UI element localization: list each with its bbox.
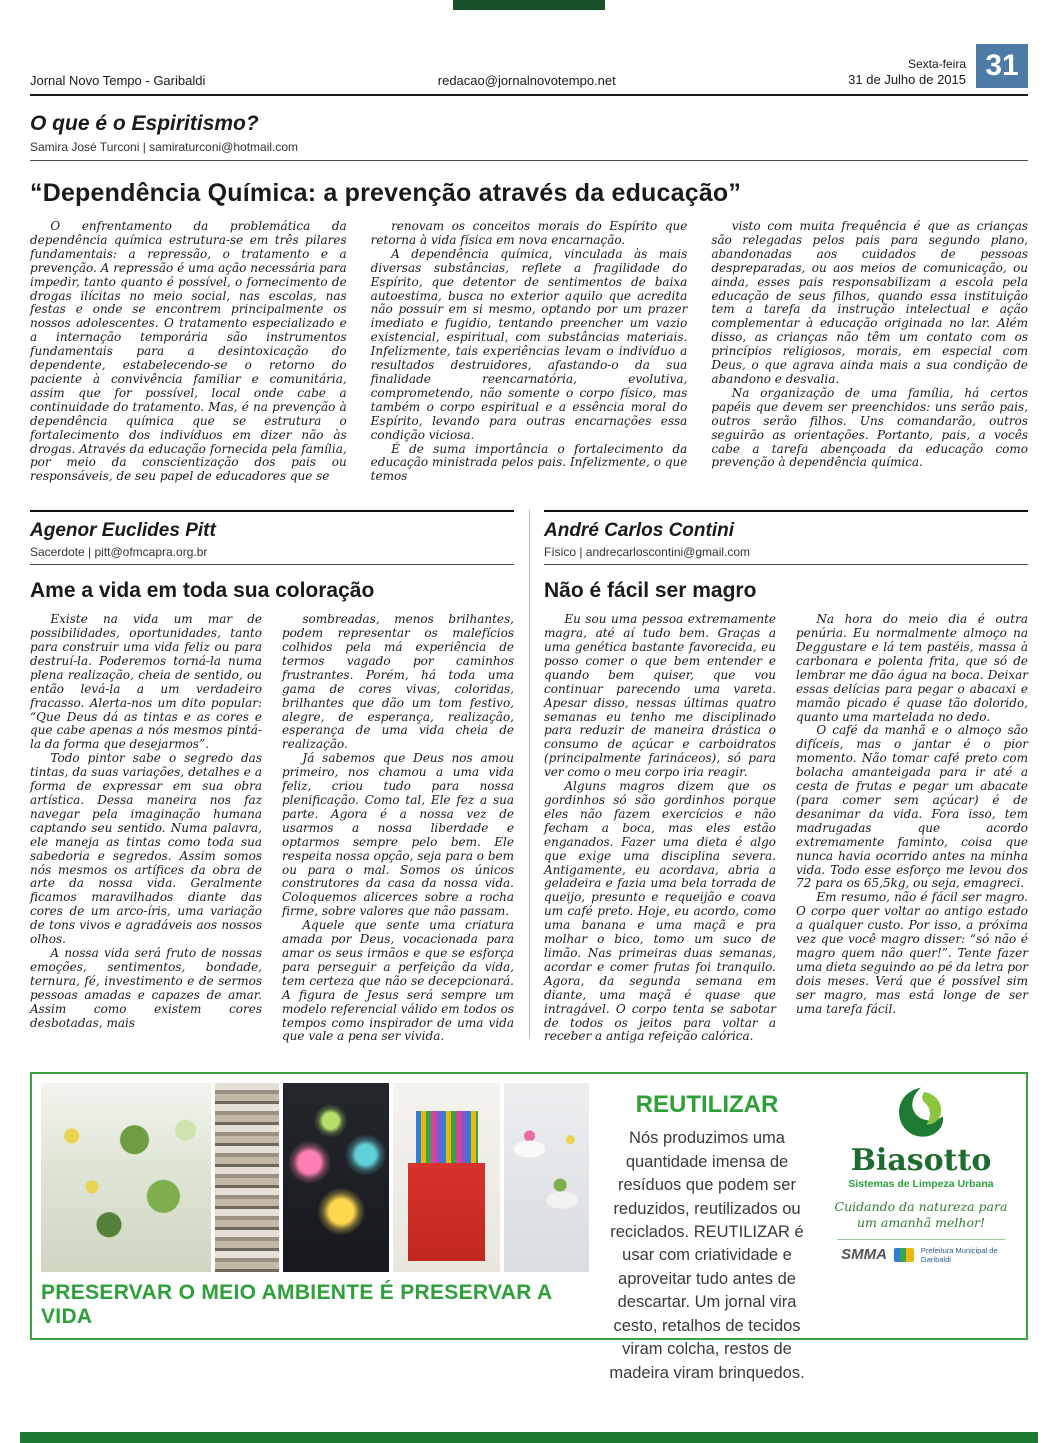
- date-and-page: [848, 44, 1028, 88]
- brand-name: Biasotto: [850, 1143, 992, 1179]
- paragraph: Na hora do meio dia é outra penúria. Eu normalmente almoço na Deggustare e lá tem pastéis, massa à carbonara e polenta frita, que só de lembrar me dão água na boca. Deixar essas delícias para pegar o abacaxi e mamão picado é quase tão dolorido, quanto uma martelada no dedo.: [796, 612, 1028, 724]
- paragraph: A nossa vida será fruto de nossas emoções, sentimentos, bondade, ternura, fé, investimento e de sermos pessoas amadas e capazes de amar. Assim como existem cores desbotadas, mais: [30, 945, 262, 1030]
- floppy-pen-holder-photo: [393, 1083, 499, 1272]
- section-title: O que é o Espiritismo?: [30, 112, 259, 135]
- paragraph: Já sabemos que Deus nos amou primeiro, nos chamou a uma vida feliz, criou tudo para nossa plenificação. Como tal, Ele fez a sua parte. Agora é a nossa vez de usarmos a nossa liberdade e optarmos sempre pelo bem. Ele respeita nossa opção, seja para o bem ou para o mal. Somos os únicos construtores da casa da nossa vida. Coloquemos alicerces sobre a rocha firme, sobre valores que não passam.: [282, 751, 514, 919]
- ad-slogan: PRESERVAR O MEIO AMBIENTE É PRESERVAR A VIDA: [41, 1281, 552, 1329]
- article-magro: [544, 510, 1028, 1044]
- article-body: [544, 613, 1028, 1044]
- ad-text-area: [605, 1083, 809, 1382]
- paragraph: Aquele que sente uma criatura amada por Deus, vocacionada para amar os seus irmãos e que se esforça para perseguir a perfeição da vida, tem certeza que não se decepcionará. A figura de Jesus será sempre um modelo referencial válido em todos os tempos como inspirador de uma vida que vale a pena ser vivida.: [282, 918, 514, 1044]
- crocs-planter-photo: [504, 1083, 589, 1272]
- paragraph: visto com muita frequência é que as crianças são relegadas pelos pais para segundo plano, abandonadas aos cuidados de pessoas despreparadas, ou aos meios de comunicação, ou ainda, esses pais responsabilizam a escola pela educação de seus filhos, quando essa instituição tem a tarefa da instrução intelectual e ação complementar à educação originada no lar. Além disso, as crianças não têm um contato com os princípios religiosos, morais, em especial com Deus, o que agrava ainda mais a sua condição de abandono e desvalia.: [711, 219, 1029, 386]
- article-column: [282, 613, 514, 1044]
- masthead: [30, 44, 1028, 88]
- paragraph: O enfrentamento da problemática da dependência química estrutura-se em três pilares fundamentais: a repressão, o tratamento e a prevenção. A repressão é uma ação necessária para impedir, tanto quanto é possível, o fornecimento de drogas ilícitas no meio social, nas escolas, nas festas e onde se encontrem principalmente os nossos adolescentes. O tratamento especializado e a internação temporária são instrumentos fundamentais para a desintoxicação do dependente, estabelecendo-se o retorno do paciente à convivência familiar e comunitária, assim que for possível, local onde cabe a continuidade do tratamento. Mas, é na prevenção à dependência química que se estrutura o fortalecimento dos indivíduos em dizer não às drogas. Através da educação fornecida pela família, por meio da conscientização dos pais ou responsáveis, de seu papel de educadores que se: [30, 219, 347, 484]
- author-name: André Carlos Contini: [544, 520, 735, 542]
- article-headline: Ame a vida em toda sua coloração: [30, 579, 375, 603]
- byline-divider: [30, 564, 514, 565]
- bottom-green-bar: [20, 1432, 1038, 1443]
- divider: [837, 1239, 1005, 1240]
- stacked-fabric-photo: [215, 1083, 279, 1272]
- ad-body-text: Nós produzimos uma quantidade imensa de resíduos que podem ser reduzidos, reutilizados ou reciclados. REUTILIZAR é usar com criatividade e aproveitar tudo antes de descartar. Um jornal vira cesto, retalhos de tecidos viram colcha, restos de madeira viram brinquedos.: [609, 1129, 805, 1382]
- ad-title: REUTILIZAR: [635, 1091, 779, 1119]
- article-body: [30, 220, 1028, 484]
- ad-photo-strip: [41, 1083, 589, 1272]
- jar-lamps-photo: [283, 1083, 389, 1272]
- paragraph: Em resumo, não é fácil ser magro. O corpo quer voltar ao antigo estado a qualquer custo. Por isso, a próxima vez que você magro disser: “só não é magro quem não quer!”. Tente fazer uma dieta seguindo ao pé da letra por dois meses. Verá que é possível sim ser magro, mas está longe de ser uma tarefa fácil.: [796, 890, 1028, 1016]
- newsroom-email: redacao@jornalnovotempo.net: [437, 73, 616, 88]
- byline-divider: [544, 564, 1028, 565]
- section-byline: Samira José Turconi | samiraturconi@hotmail.com: [30, 140, 299, 154]
- article-column: [371, 220, 688, 484]
- article-headline: Não é fácil ser magro: [544, 579, 757, 603]
- paragraph: Na organização de uma família, há certos papéis que devem ser preenchidos: uns serão pais, outros serão filhos. Uns comandarão, outros seguirão as orientações. Portanto, pais, a vocês cabe a tarefa abençoada da educação como prevenção à dependência química.: [711, 385, 1029, 470]
- paragraph: A dependência química, vinculada às mais diversas substâncias, reflete a fragilidade do Espírito, que detentor de sentimentos de baixa autoestima, busca no exterior aquilo que acredita não possuir em si mesmo, optando por um prazer imediato e fugidio, tentando preencher um vazio existencial, espiritual, com substâncias materiais. Infelizmente, tais experiências levam o indivíduo a resultados destruidores, afastando-o da sua finalidade reencarnatória, evolutiva, comprometendo, não somente o corpo físico, mas também o corpo espiritual e a essência moral do Espírito, levando para outras encarnações essa condição viciosa.: [370, 246, 688, 442]
- byline-divider: [30, 160, 1028, 161]
- article-column: [796, 613, 1028, 1044]
- paragraph: O café da manhã e o almoço são difíceis, mas o jantar é o pior momento. Não tomar café preto com bolacha amanteigada para ir até a cesta de frutas e pegar um abacate (para comer sem açúcar) é de desanimar da vida. Fora isso, tem madrugadas que acordo extremamente faminto, coisa que nunca havia ocorrido antes na minha vida. Todo esse esforço me levou dos 72 para os 65,5kg, ou seja, emagreci.: [796, 723, 1028, 891]
- main-headline: “Dependência Química: a prevenção através da educação”: [30, 179, 742, 207]
- article-column: [30, 220, 347, 484]
- flower-shelf-photo: [41, 1083, 211, 1272]
- paragraph: Todo pintor sabe o segredo das tintas, da suas variações, detalhes e a forma de expressar em sua obra artística. Dessa maneira nos faz navegar pela imaginação humana captando seu sentido. Numa palavra, ele maneja as tintas como toda sua sabedoria e segredos. Assim somos nós mesmos os artífices da obra de arte da nossa vida. Geralmente ficamos maravilhados diante das cores de um arco-íris, uma variação de tons vivos e agradáveis aos nossos olhos.: [30, 751, 262, 947]
- ad-photo-area: [41, 1083, 589, 1329]
- date: 31 de Julho de 2015: [848, 71, 966, 87]
- date-block: [848, 57, 966, 88]
- municipality-emblem-icon: [894, 1248, 914, 1262]
- paragraph: É de suma importância o fortalecimento da educação ministrada pelos pais. Infelizmente, o que temos: [370, 441, 688, 484]
- brand-subtitle: Sistemas de Limpeza Urbana: [848, 1178, 994, 1191]
- paragraph: sombreadas, menos brilhantes, podem representar os malefícios colhidos pela má experiência de termos vagado por caminhos frustrantes. Porém, há toda uma gama de cores vivas, coloridas, brilhantes que dão um tom festivo, alegre, de esperança, realização, esperança de uma vida cheia de realização.: [282, 612, 514, 752]
- ad-brand-area: [825, 1083, 1017, 1329]
- author-byline: Físico | andrecarloscontini@gmail.com: [544, 545, 751, 560]
- article-column: [711, 220, 1028, 484]
- smma-row: [825, 1246, 1017, 1264]
- paragraph: renovam os conceitos morais do Espírito que retorna à vida física em nova encarnação.: [370, 219, 688, 247]
- recycling-advertisement: [30, 1072, 1028, 1382]
- weekday: Sexta-feira: [907, 56, 966, 71]
- article-body: [30, 613, 514, 1044]
- paragraph: Existe na vida um mar de possibilidades, oportunidades, tanto para construir uma vida feliz ou para destruí-la. Poderemos torná-la numa plena realização, cheia de sentido, ou então levá-la a um verdadeiro fracasso. Alerta-nos um dito popular: “Que Deus dá as tintas e as cores e que cabe apenas a nós mesmos pintá-la da forma que desejarmos”.: [30, 612, 262, 752]
- author-name: Agenor Euclides Pitt: [30, 520, 216, 542]
- biasotto-leaf-logo-icon: [893, 1085, 949, 1141]
- paragraph: Eu sou uma pessoa extremamente magra, até aí tudo bem. Graças a uma genética bastante favorecida, eu posso comer o que bem entender e quando bem quiser, que vou continuar parecendo uma vareta. Apesar disso, nessas últimas quatro semanas eu tenho me disciplinado para reduzir de maneira drástica o consumo de açúcar e carboidratos (principalmente farináceos), só para ver como o meu corpo iria reagir.: [544, 612, 776, 780]
- author-byline: Sacerdote | pitt@ofmcapra.org.br: [30, 545, 208, 560]
- opinion-articles-row: [30, 510, 1028, 1044]
- smma-label: SMMA: [841, 1246, 887, 1264]
- article-coloracao: [30, 510, 514, 1044]
- brand-tagline: Cuidando da natureza para um amanhã melhor!: [834, 1199, 1008, 1230]
- paragraph: Alguns magros dizem que os gordinhos só são gordinhos porque eles não fazem exercícios e não fecham a boca, mas eles estão enganados. Fazer uma dieta é algo que exige uma disciplina severa. Antigamente, eu acordava, abria a geladeira e fazia uma bela torrada de queijo, presunto e requeijão e coava um café preto. Hoje, eu acordo, como uma banana e uma maçã e pra molhar o bico, tomo um suco de limão. Nas primeiras duas semanas, acordar e comer frutas foi tranquilo. Agora, da segunda semana em diante, uma maçã é quase que intragável. O corpo tenta se sabotar de todos os jeitos para voltar a receber a antiga refeição calórica.: [544, 779, 776, 1044]
- article-column: [30, 613, 262, 1044]
- page-number-badge: 31: [976, 44, 1028, 88]
- municipality-name: Prefeitura Municipal de Garibaldi: [920, 1245, 998, 1264]
- header-divider: [30, 94, 1028, 96]
- spiritism-column-section: [30, 112, 1028, 484]
- article-column: [544, 613, 776, 1044]
- top-green-bar: [453, 0, 605, 10]
- publication-name: Jornal Novo Tempo - Garibaldi: [30, 73, 206, 88]
